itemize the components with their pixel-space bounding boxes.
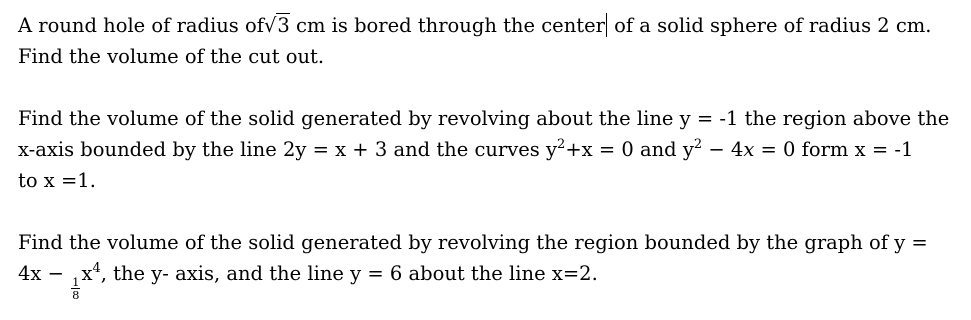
text-cursor — [606, 13, 607, 37]
radical-sign: √ — [263, 14, 277, 37]
fraction — [71, 276, 80, 301]
problem-3 — [18, 227, 958, 301]
problem-2-text-a: x-axis bounded by the line 2y = x + 3 and the curves y — [18, 138, 558, 161]
problem-2-text-d: = 0 form x = -1 — [754, 138, 914, 161]
problem-2-line-3: to x =1. — [18, 169, 96, 192]
fraction-numerator: 1 — [72, 275, 80, 289]
problem-3-text-a: 4x − — [18, 262, 71, 285]
exponent: 4 — [92, 261, 101, 276]
problem-1-text-end: of a solid sphere of radius 2 cm. — [607, 14, 932, 37]
problem-2-text-b: +x = 0 and y — [565, 138, 694, 161]
problem-1-line-2: Find the volume of the cut out. — [18, 45, 325, 68]
problem-3-text-c: , the y- axis, and the line y = 6 about the line x=2. — [100, 262, 598, 285]
problem-1-text-start: A round hole of radius of — [18, 14, 264, 37]
problem-3-text-b: x — [81, 262, 93, 285]
fraction-denominator: 8 — [72, 288, 80, 302]
document-body — [18, 10, 958, 301]
square-root-expression — [264, 10, 290, 41]
math-variable-x: x — [743, 138, 755, 161]
problem-2-text-c: − 4 — [702, 138, 744, 161]
problem-1 — [18, 10, 958, 72]
problem-1-line-1 — [18, 10, 958, 41]
problem-1-text-middle: cm is bored through the center — [289, 14, 605, 37]
exponent: 2 — [693, 137, 703, 152]
problem-3-line-2 — [18, 258, 958, 301]
problem-2-line-1: Find the volume of the solid generated by revolving about the line y = -1 the region above the — [18, 107, 950, 130]
problem-2 — [18, 103, 958, 196]
exponent: 2 — [557, 137, 566, 152]
radicand: 3 — [277, 14, 290, 37]
problem-2-line-2 — [18, 134, 958, 165]
problem-3-line-1: Find the volume of the solid generated by revolving the region bounded by the graph of y = — [18, 231, 928, 254]
